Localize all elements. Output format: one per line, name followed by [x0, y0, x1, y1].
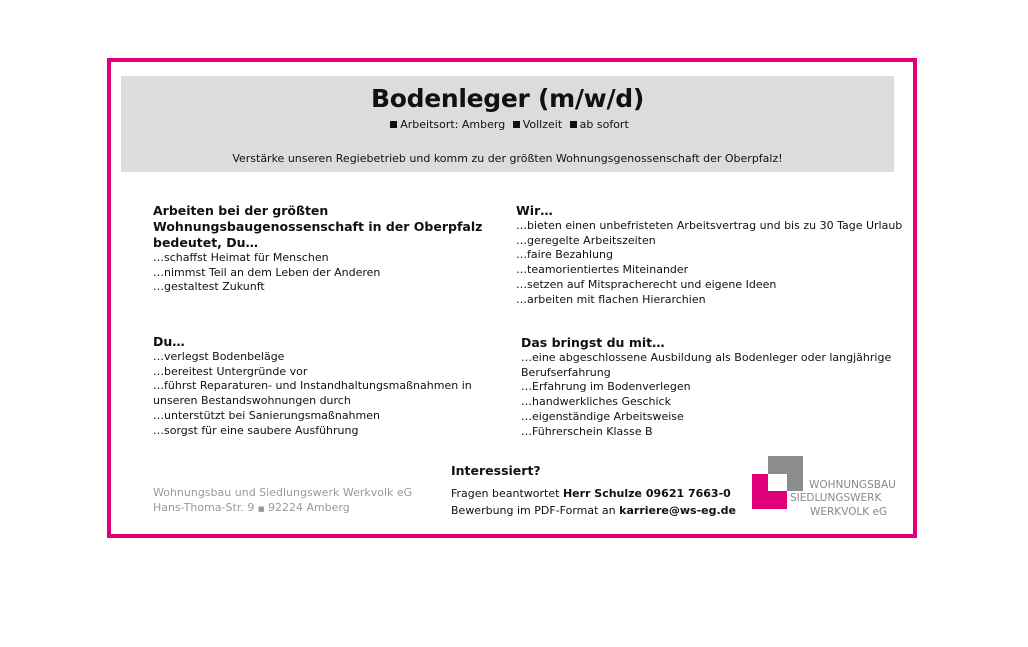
- list-item: …geregelte Arbeitszeiten: [516, 233, 656, 247]
- employment-type: Vollzeit: [522, 118, 563, 131]
- list-item: …setzen auf Mitspracherecht und eigene Ideen: [516, 277, 777, 291]
- list-item: …verlegst Bodenbeläge: [153, 350, 285, 363]
- list-item: …gestaltest Zukunft: [153, 280, 265, 294]
- street: Hans-Thoma-Str. 9: [153, 500, 255, 514]
- list-item: …sorgst für eine saubere Ausführung: [153, 423, 359, 437]
- section-heading: Arbeiten bei der größten Wohnungsbaugenossenschaft in der Oberpfalz bedeutet, Du…: [153, 203, 483, 250]
- job-meta: [121, 118, 894, 131]
- company-logo: [752, 456, 902, 526]
- contact-email[interactable]: karriere@ws-eg.de: [619, 504, 736, 517]
- list-item: …eine abgeschlossene Ausbildung als Bodenleger oder langjährige Berufserfahrung: [521, 351, 892, 379]
- contact-phone[interactable]: Herr Schulze 09621 7663-0: [562, 487, 731, 500]
- list-item: …faire Bezahlung: [516, 248, 613, 262]
- contact-heading: Interessiert?: [451, 463, 541, 478]
- section-employer: [153, 203, 482, 295]
- logo-white-square: [768, 474, 787, 491]
- city: 92224 Amberg: [267, 500, 350, 514]
- section-heading: Wir…: [516, 203, 553, 218]
- list-item: …nimmst Teil an dem Leben der Anderen: [153, 265, 381, 279]
- section-tasks: [153, 334, 483, 438]
- logo-text: WERKVOLK eG: [810, 506, 888, 518]
- section-heading: Du…: [153, 334, 185, 349]
- list-item: …teamorientiertes Miteinander: [516, 263, 689, 277]
- list-item: …bereitest Untergründe vor: [153, 364, 308, 378]
- logo-text: WOHNUNGSBAU: [809, 479, 896, 491]
- list-item: …handwerkliches Geschick: [521, 395, 671, 409]
- list-item: …Erfahrung im Bodenverlegen: [521, 380, 691, 394]
- section-we-offer: [516, 203, 902, 307]
- header-banner: [121, 76, 894, 172]
- section-requirements: [521, 335, 906, 439]
- section-heading: Das bringst du mit…: [521, 335, 665, 350]
- list-item: …unterstützt bei Sanierungsmaßnahmen: [153, 408, 380, 422]
- start-date: ab sofort: [579, 118, 629, 131]
- logo-text: SIEDLUNGSWERK: [790, 492, 882, 504]
- company-name: Wohnungsbau und Siedlungswerk Werkvolk eG: [153, 486, 413, 499]
- list-item: …Führerschein Klasse B: [521, 424, 653, 438]
- square-bullet-icon: [390, 121, 397, 128]
- location: Arbeitsort: Amberg: [400, 118, 506, 131]
- list-item: …schaffst Heimat für Menschen: [153, 251, 329, 264]
- list-item: …arbeiten mit flachen Hierarchien: [516, 292, 706, 306]
- list-item: …eigenständige Arbeitsweise: [521, 409, 684, 423]
- square-bullet-icon: [513, 121, 520, 128]
- contact-text: Fragen beantwortet: [451, 487, 563, 500]
- list-item: …führst Reparaturen- und Instandhaltungsmaßnahmen in unseren Bestandswohnungen durch: [153, 379, 472, 408]
- contact-block: [451, 463, 736, 519]
- job-title: Bodenleger (m/w/d): [370, 84, 645, 113]
- company-address: Wohnungsbau und Siedlungswerk Werkvolk eG Hans-Thoma-Str. 9 ■ 92224 Amberg: [153, 486, 413, 514]
- contact-text: Bewerbung im PDF-Format an: [451, 504, 620, 517]
- list-item: …bieten einen unbefristeten Arbeitsvertrag und bis zu 30 Tage Urlaub: [516, 219, 903, 232]
- square-bullet-icon: [570, 121, 577, 128]
- tagline: Verstärke unseren Regiebetrieb und komm zu der größten Wohnungsgenossenschaft der Oberpfalz!: [232, 152, 783, 165]
